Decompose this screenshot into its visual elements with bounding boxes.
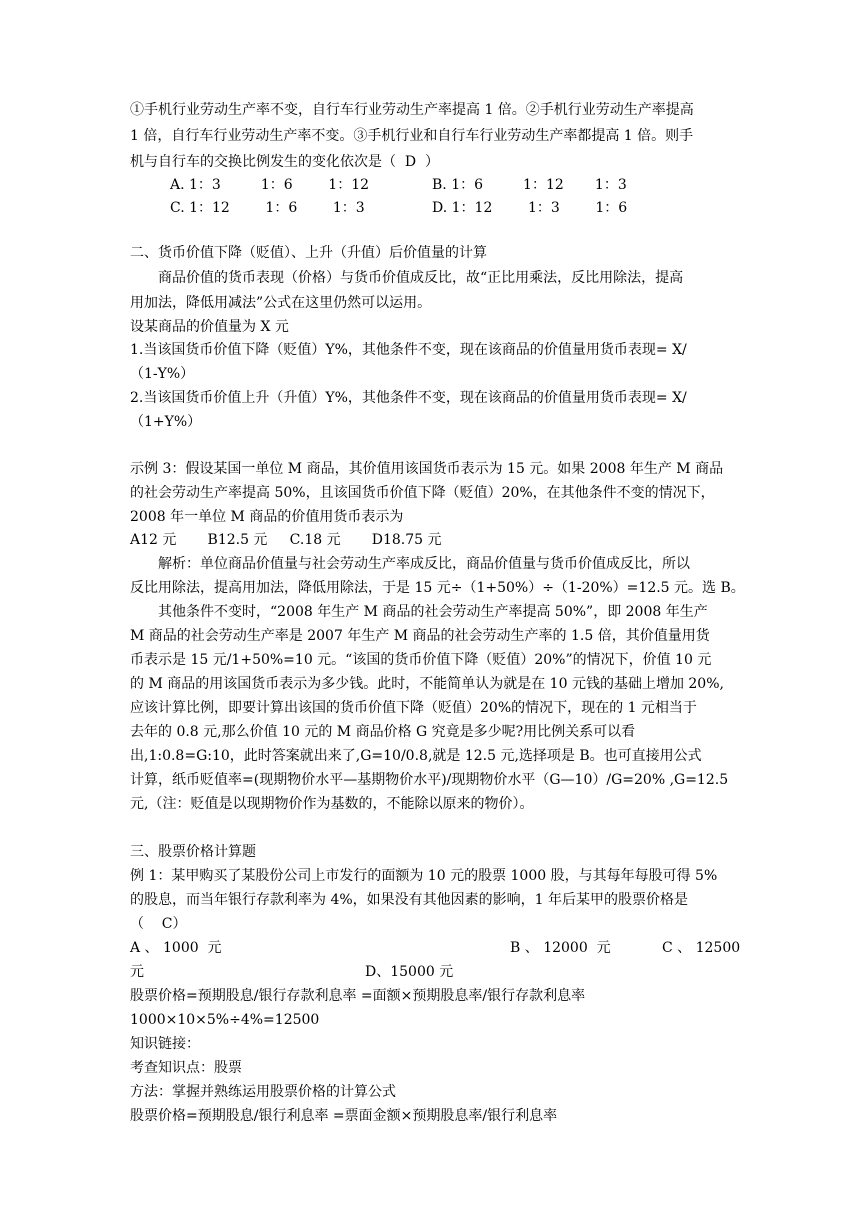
example-1-line-2: 的股息，而当年银行存款利率为 4%，如果没有其他因素的影响，1 年后某甲的股票价格是 — [130, 892, 689, 908]
formula-2b: （1+Y%） — [130, 414, 202, 430]
section-2-para-1a: 商品价值的货币表现（价格）与货币价值成反比，故“正比用乘法，反比用除法，提高 — [158, 270, 684, 286]
knowledge-point: 考查知识点：股票 — [130, 1060, 242, 1076]
example-1-line-1: 例 1：某甲购买了某股份公司上市发行的面额为 10 元的股票 1000 股，与其每年每股可得 5% — [130, 868, 718, 884]
stock-option-c: C 、 12500 — [662, 940, 741, 956]
intro-line-2: 1 倍，自行车行业劳动生产率不变。③手机行业和自行车行业劳动生产率都提高 1 倍。则手 — [130, 128, 694, 144]
formula-1b: （1-Y%） — [130, 366, 195, 382]
option-d: D. 1：12 1：3 1：6 — [432, 200, 628, 216]
stock-formula-1: 股票价格=预期股息/银行存款利息率 =面额×预期股息率/银行存款利息率 — [130, 988, 586, 1004]
section-3-heading: 三、股票价格计算题 — [130, 844, 256, 860]
section-2-para-1b: 用加法，降低用减法”公式在这里仍然可以运用。 — [130, 295, 432, 311]
analysis-line-11: 元,（注：贬值是以现期物价作为基数的，不能除以原来的物价）。 — [130, 796, 534, 812]
formula-2a: 2.当该国货币价值上升（升值）Y%，其他条件不变，现在该商品的价值量用货币表现= X/ — [130, 390, 687, 406]
stock-option-a: A 、 1000 元 — [130, 940, 222, 956]
option-c: C. 1：12 1：6 1：3 — [170, 200, 365, 216]
example-1-answer: （ C） — [130, 916, 187, 932]
analysis-line-6: 的 M 商品的用该国货币表示为多少钱。此时，不能简单认为就是在 10 元钱的基础上增加 20%, — [130, 676, 724, 692]
knowledge-link: 知识链接： — [130, 1036, 200, 1052]
analysis-line-8: 去年的 0.8 元,那么价值 10 元的 M 商品价格 G 究竟是多少呢?用比例关系可以看 — [130, 724, 636, 740]
analysis-line-3: 其他条件不变时，“2008 年生产 M 商品的社会劳动生产率提高 50%”，即 2008 年生产 — [158, 604, 708, 620]
section-2-heading: 二、货币价值下降（贬值）、上升（升值）后价值量的计算 — [130, 245, 487, 261]
formula-1a: 1.当该国货币价值下降（贬值）Y%，其他条件不变，现在该商品的价值量用货币表现= X/ — [130, 342, 687, 358]
analysis-line-7: 应该计算比例，即要计算出该国的货币价值下降（贬值）20%的情况下，现在的 1 元相当于 — [130, 700, 697, 716]
example-3-line-3: 2008 年一单位 M 商品的价值用货币表示为 — [130, 509, 404, 525]
option-a: A. 1：3 1：6 1：12 — [170, 177, 370, 193]
option-b: B. 1：6 1：12 1：3 — [432, 177, 627, 193]
intro-line-1: ①手机行业劳动生产率不变，自行车行业劳动生产率提高 1 倍。②手机行业劳动生产率提高 — [130, 102, 694, 118]
example-3-line-1: 示例 3：假设某国一单位 M 商品，其价值用该国货币表示为 15 元。如果 2008 年生产 M 商品 — [130, 461, 724, 477]
analysis-line-2: 反比用除法，提高用加法，降低用除法，于是 15 元÷（1+50%）÷（1-20%）=12.5 元。选 B。 — [130, 580, 745, 596]
analysis-line-1: 解析：单位商品价值量与社会劳动生产率成反比，商品价值量与货币价值成反比，所以 — [158, 556, 690, 572]
intro-line-3: 机与自行车的交换比例发生的变化依次是（ D ） — [130, 154, 440, 170]
method-line: 方法：掌握并熟练运用股票价格的计算公式 — [130, 1084, 396, 1100]
stock-formula-2: 股票价格=预期股息/银行利息率 =票面金额×预期股息率/银行利息率 — [130, 1108, 558, 1124]
analysis-line-5: 币表示是 15 元/1+50%=10 元。“该国的货币价值下降（贬值）20%”的情况下，价值 10 元 — [130, 652, 712, 668]
stock-option-c-unit: 元 — [130, 964, 144, 980]
set-x-line: 设某商品的价值量为 X 元 — [130, 319, 289, 335]
example-3-choices: A12 元 B12.5 元 C.18 元 D18.75 元 — [130, 532, 442, 548]
analysis-line-10: 计算，纸币贬值率=(现期物价水平—基期物价水平)/现期物价水平（G—10）/G=20% ,G=12.5 — [130, 772, 729, 788]
analysis-line-4: M 商品的社会劳动生产率是 2007 年生产 M 商品的社会劳动生产率的 1.5 倍，其价值量用货 — [130, 628, 710, 644]
stock-option-b: B 、 12000 元 — [510, 940, 611, 956]
analysis-line-9: 出,1:0.8=G:10，此时答案就出来了,G=10/0.8,就是 12.5 元,选择项是 B。也可直接用公式 — [130, 748, 702, 764]
example-3-line-2: 的社会劳动生产率提高 50%，且该国货币价值下降（贬值）20%，在其他条件不变的情况下， — [130, 485, 715, 501]
stock-option-d: D、15000 元 — [365, 964, 454, 980]
stock-calculation: 1000×10×5%÷4%=12500 — [130, 1012, 320, 1028]
